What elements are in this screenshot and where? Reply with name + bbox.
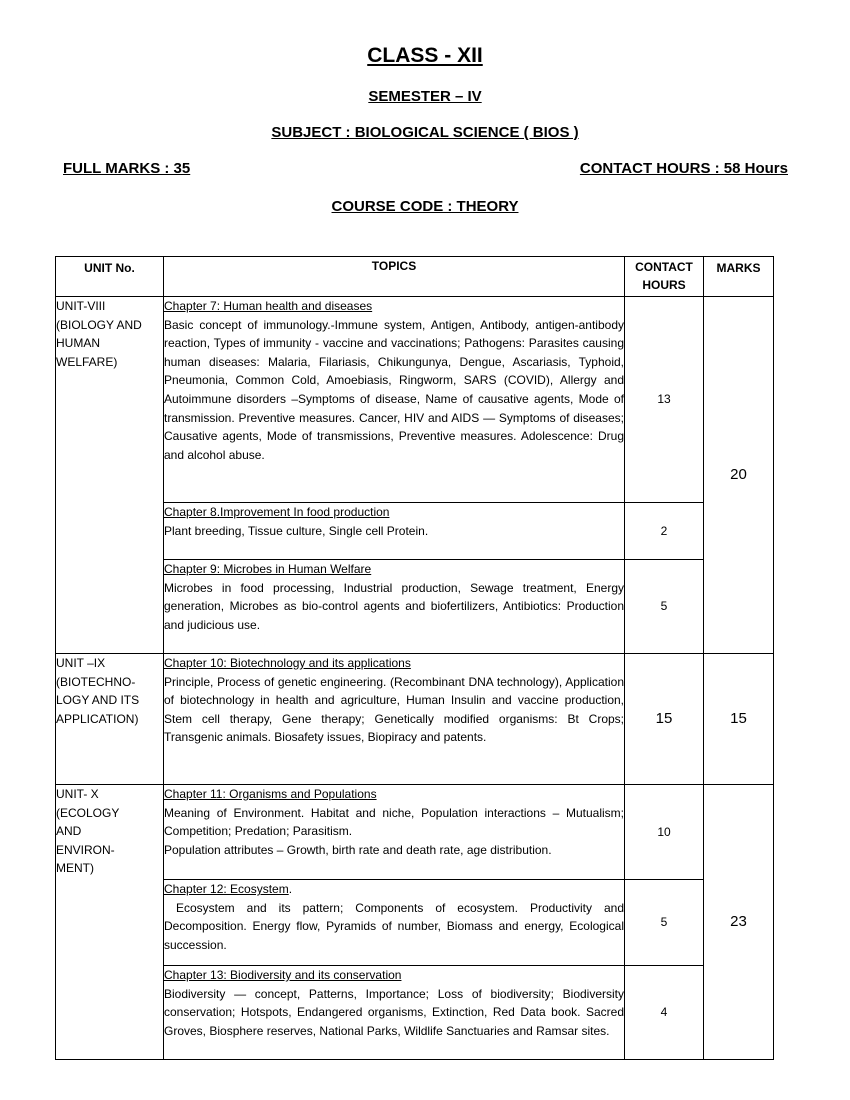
chapter-cell	[164, 880, 628, 966]
table-row	[56, 297, 774, 503]
hours-cell: 5	[625, 560, 704, 654]
chapter-title-suffix: .	[288, 882, 293, 896]
marks-cell: 20	[704, 297, 774, 654]
chapter-text: Microbes in food processing, Industrial production, Sewage treatment, Energy generation, Microbes as bio-control agents and biofertilizers, Antibiotics: Production and judicious use.	[164, 580, 624, 632]
hours-cell: 10	[625, 785, 704, 880]
chapter-title: Chapter 8.Improvement In food production	[164, 505, 390, 519]
table-row	[56, 654, 774, 785]
chapter-text: Plant breeding, Tissue culture, Single cell Protein.	[164, 523, 429, 538]
chapter-title: Chapter 10: Biotechnology and its applications	[164, 656, 411, 670]
contact-hours: CONTACT HOURS : 58 Hours	[579, 160, 788, 177]
table-row	[56, 503, 774, 560]
table-header-row	[56, 257, 774, 297]
table-row	[56, 966, 774, 1060]
page-title: CLASS - XII	[367, 44, 483, 67]
col-header-marks: MARKS	[704, 257, 774, 297]
col-header-contact-hours-text: CONTACT HOURS	[635, 260, 693, 292]
marks-cell: 23	[704, 785, 774, 1060]
chapter-text: Biodiversity — concept, Patterns, Importance; Loss of biodiversity; Biodiversity conservation; Hotspots, Endangered organisms, Extinction, Red Data book. Sacred Groves, Biosphere reserves, National Parks, Wildlife Sanctuaries and Ramsar sites.	[164, 986, 624, 1038]
chapter-cell	[164, 503, 625, 560]
course-code: COURSE CODE : THEORY	[331, 198, 519, 215]
table-row	[56, 880, 774, 966]
table-row	[56, 560, 774, 654]
chapter-title-line	[164, 880, 624, 899]
chapter-title: Chapter 11: Organisms and Populations	[164, 787, 377, 801]
unit-cell: UNIT –IX (BIOTECHNO- LOGY AND ITS APPLICATION)	[56, 654, 164, 785]
chapter-text: Principle, Process of genetic engineering. (Recombinant DNA technology), Application of biotechnology in health and agriculture, Human Insulin and vaccine production, Stem cell therapy, Gene therapy; Genetically modified organisms: Bt Crops; Transgenic animals. Biosafety issues, Biopiracy and patents.	[164, 674, 624, 745]
unit-cell: UNIT- X (ECOLOGY AND ENVIRON- MENT)	[56, 785, 164, 1060]
semester-heading: SEMESTER – IV	[368, 88, 482, 105]
hours-cell: 5	[625, 880, 704, 966]
hours-cell: 4	[625, 966, 704, 1060]
chapter-cell	[164, 966, 625, 1060]
subject-heading: SUBJECT : BIOLOGICAL SCIENCE ( BIOS )	[271, 124, 579, 141]
chapter-cell	[164, 785, 625, 880]
hours-cell: 13	[625, 297, 704, 503]
chapter-cell	[164, 560, 625, 654]
col-header-topics: TOPICS	[164, 257, 625, 297]
table-row	[56, 785, 774, 880]
hours-cell: 2	[625, 503, 704, 560]
chapter-text: Meaning of Environment. Habitat and niche, Population interactions – Mutualism; Competition; Predation; Parasitism.	[164, 805, 624, 839]
hours-cell: 15	[625, 654, 704, 785]
marks-cell: 15	[704, 654, 774, 785]
syllabus-table	[55, 256, 774, 1060]
col-header-contact-hours	[625, 257, 704, 297]
chapter-text: Basic concept of immunology.-Immune system, Antigen, Antibody, antigen-antibody reaction, Types of immunity - vaccine and vaccinations; Pathogens: Parasites causing human diseases: Malaria, Filariasis, Chikungunya, Dengue, Ascariasis, Typhoid, Pneumonia, Common Cold, Amoebiasis, Ringworm, SARS (COVID), Allergy and Autoimmune disorders –Symptoms of disease, Name of causative agents, Mode of transmission. Preventive measures. Cancer, HIV and AIDS — Symptoms of diseases; Causative agents, Mode of transmissions, Preventive measures. Adolescence: Drug and alcohol abuse.	[164, 317, 624, 462]
full-marks: FULL MARKS : 35	[63, 160, 191, 177]
chapter-title: Chapter 7: Human health and diseases	[164, 299, 373, 313]
chapter-cell	[164, 297, 625, 503]
chapter-title: Chapter 12: Ecosystem	[164, 882, 289, 896]
chapter-title: Chapter 9: Microbes in Human Welfare	[164, 562, 372, 576]
chapter-text-2: Population attributes – Growth, birth rate and death rate, age distribution.	[164, 842, 552, 857]
unit-cell: UNIT-VIII (BIOLOGY AND HUMAN WELFARE)	[56, 297, 164, 654]
col-header-unit: UNIT No.	[56, 257, 164, 297]
chapter-cell	[164, 654, 625, 785]
chapter-title: Chapter 13: Biodiversity and its conservation	[164, 968, 402, 982]
chapter-text: Ecosystem and its pattern; Components of ecosystem. Productivity and Decomposition. Energy flow, Pyramids of number, Biomass and energy, Ecological succession.	[164, 900, 628, 952]
